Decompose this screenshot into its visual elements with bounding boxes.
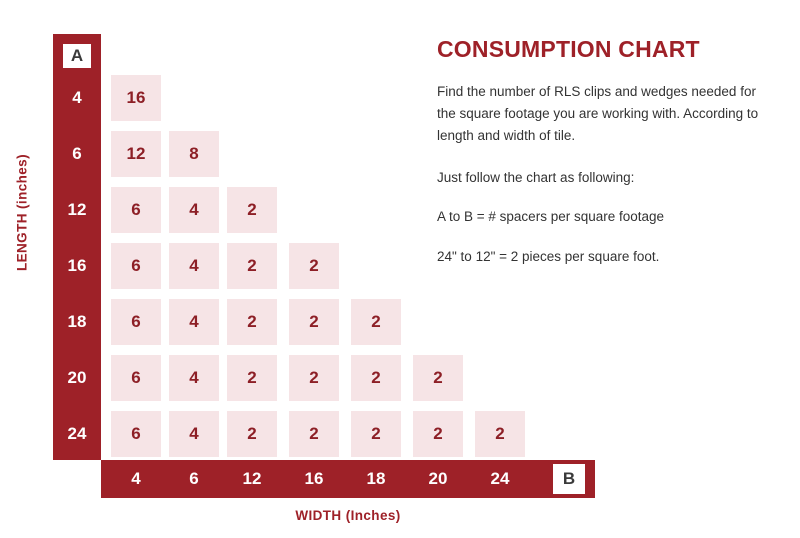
matrix-cell-6-6: 2 (475, 411, 525, 457)
intro-text: Find the number of RLS clips and wedges needed for the square footage you are working with. According to length and width of tile. (437, 84, 759, 143)
matrix-cell-6-0: 6 (111, 411, 161, 457)
matrix-cell-5-3: 2 (289, 355, 339, 401)
matrix-cell-5-5: 2 (413, 355, 463, 401)
width-axis-title: WIDTH (Inches) (295, 508, 401, 523)
col-label-width-2: 12 (242, 469, 262, 488)
matrix-cell-1-0: 12 (111, 131, 161, 177)
formula-text: A to B = # spacers per square footage (437, 209, 665, 225)
instruction-text: Just follow the chart as following: (437, 169, 635, 185)
matrix-cell-5-2: 2 (227, 355, 277, 401)
matrix-cell-3-3: 2 (289, 243, 339, 289)
matrix-cell-5-4: 2 (351, 355, 401, 401)
length-axis-title: LENGTH (inches) (14, 154, 30, 272)
matrix-cell-0-0: 16 (111, 75, 161, 121)
matrix-cell-3-1: 4 (169, 243, 219, 289)
col-label-width-6: 24 (490, 469, 510, 488)
matrix-cell-3-0: 6 (111, 243, 161, 289)
row-label-length-2: 12 (67, 200, 87, 219)
matrix-cell-4-0: 6 (111, 299, 161, 345)
matrix-cell-2-0: 6 (111, 187, 161, 233)
matrix-cell-6-4: 2 (351, 411, 401, 457)
example-text: 24" to 12" = 2 pieces per square foot. (437, 249, 660, 265)
axis-origin-label-a: A (61, 42, 93, 70)
matrix-cell-6-2: 2 (227, 411, 277, 457)
matrix-cell-5-1: 4 (169, 355, 219, 401)
matrix-cell-5-0: 6 (111, 355, 161, 401)
matrix-cell-2-1: 4 (169, 187, 219, 233)
matrix-cell-6-5: 2 (413, 411, 463, 457)
matrix-cell-4-3: 2 (289, 299, 339, 345)
matrix-cell-4-1: 4 (169, 299, 219, 345)
matrix-cell-4-4: 2 (351, 299, 401, 345)
axis-end-label-b: B (551, 462, 587, 496)
row-label-length-6: 24 (67, 424, 87, 443)
matrix-cell-6-3: 2 (289, 411, 339, 457)
col-label-width-5: 20 (428, 469, 448, 488)
row-label-length-4: 18 (67, 312, 87, 331)
col-label-width-1: 6 (189, 469, 199, 488)
matrix-cell-3-2: 2 (227, 243, 277, 289)
row-label-length-0: 4 (72, 88, 82, 107)
row-label-length-3: 16 (67, 256, 87, 275)
matrix-cell-1-1: 8 (169, 131, 219, 177)
col-label-width-0: 4 (131, 469, 141, 488)
col-label-width-3: 16 (304, 469, 324, 488)
info-panel (437, 36, 767, 288)
page-title: CONSUMPTION CHART (437, 36, 700, 62)
matrix-cell-2-2: 2 (227, 187, 277, 233)
matrix-cell-4-2: 2 (227, 299, 277, 345)
col-label-width-4: 18 (366, 469, 386, 488)
row-label-length-5: 20 (67, 368, 87, 387)
matrix-cell-6-1: 4 (169, 411, 219, 457)
row-label-length-1: 6 (72, 144, 82, 163)
